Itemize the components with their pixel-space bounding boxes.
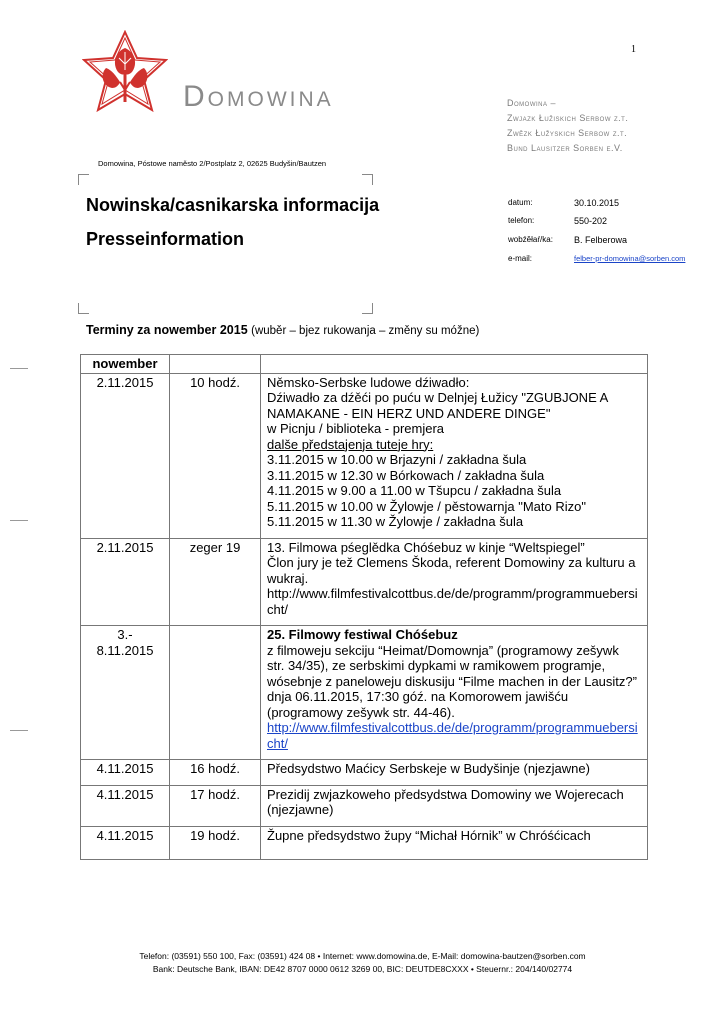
corner-mark [78,174,89,185]
terms-note: (wuběr – bjez rukowanja – změny su móžne) [251,325,480,337]
desc-line: 3.11.2015 w 12.30 w Bórkowach / zakładna šula [267,467,545,483]
association-line: Domowina – [507,98,557,108]
desc-line: z filmoweju sekciju “Heimat/Domownja” (programowy zešywk [267,642,619,658]
desc-line: wósebnje z paneloweju diskusiju “Filme machen in der Lausitz?” [267,673,637,689]
desc-line: 5.11.2015 w 10.00 w Žylowje / pěstowarnja "Mato Rizo" [267,498,586,514]
author-label: wobźěłaŕ/ka: [508,235,553,244]
desc-line: Němsko-Serbske ludowe dźiwadło: [267,374,470,390]
author-value: B. Felberowa [574,235,628,245]
row-time: 16 hodź. [170,760,261,786]
association-block [507,96,628,156]
desc-line: str. 34/35), ze serbskimi dypkami w ramikowem programje, [267,658,606,673]
festival-link[interactable]: http://www.filmfestivalcottbus.de/de/programm/programmuebersi [267,720,638,735]
table-row [81,626,648,760]
datum-label: datum: [508,198,533,207]
terms-heading [86,323,479,337]
row-time: zeger 19 [170,538,261,626]
desc-line-underlined: dalše předstajenja tuteje hry: [267,436,434,452]
desc-line: wukraj. [267,570,309,586]
domowina-logo-icon [82,30,168,116]
association-line: Zwězk Łužyskich Serbow z.t. [507,128,628,138]
desc-line: 5.11.2015 w 11.30 w Žylowje / zakładna šula [267,514,524,529]
desc-line: w Picnju / biblioteka - premjera [267,421,445,436]
terms-title: Terminy za nowember 2015 [86,323,248,337]
table-row [81,760,648,786]
row-description [261,826,648,860]
corner-mark [362,303,373,314]
row-date: 4.11.2015 [81,785,170,826]
date-line: 8.11.2015 [96,642,154,658]
desc-line: Župne předsydstwo župy “Michał Hórnik” w Chróśćicach [267,827,591,843]
date-line: 3.- [117,627,133,642]
row-time [170,626,261,760]
desc-line: 3.11.2015 w 10.00 w Brjazyni / zakładna šula [267,452,527,467]
row-time: 10 hodź. [170,373,261,538]
footer-bank: Bank: Deutsche Bank, IBAN: DE42 8707 0000 0612 3269 00, BIC: DEUTDE8CXXX • Steuernr.: 204/140/02774 [152,964,573,974]
desc-line: Prezidij zwjazkoweho předsydstwa Domowiny we Wojerecach [267,786,624,802]
desc-line: (njezjawne) [267,802,334,817]
row-date: 2.11.2015 [81,373,170,538]
row-description [261,538,648,626]
desc-line: dnja 06.11.2015, 17:30 góź. na Komorowem jawišću [267,689,569,704]
datum-value: 30.10.2015 [574,198,620,208]
table-row [81,785,648,826]
association-line: Bund Lausitzer Sorben e.V. [507,143,623,153]
desc-line: 13. Filmowa pśeglědka Chóśebuz w kinje “Weltspiegel” [267,539,585,555]
row-date: 2.11.2015 [81,538,170,626]
desc-line: Dźiwadło za dźěći po puću w Delnjej Łužicy "ZGUBJONE A [267,390,609,405]
row-description [261,760,648,786]
title-sorbian: Nowinska/casnikarska informacija [86,195,380,215]
desc-line: 4.11.2015 w 9.00 a 11.00 w Tšupcu / zakładna šula [267,483,562,498]
row-date [81,626,170,760]
desc-line: Člon jury je tež Clemens Škoda, referent Domowiny za kulturu a [267,555,636,570]
association-line: Zwjazk Łužiskich Serbow z.t. [507,113,629,123]
telefon-value: 550-202 [574,216,608,226]
table-row [81,373,648,538]
row-description [261,785,648,826]
corner-mark [362,174,373,185]
desc-line: cht/ [267,601,288,617]
title-german: Presseinformation [86,229,245,249]
desc-line: (programowy zešywk str. 44-46). [267,704,455,720]
row-description [261,626,648,760]
fold-mark [10,368,28,369]
row-date: 4.11.2015 [81,760,170,786]
row-description [261,373,648,538]
desc-line: http://www.filmfestivalcottbus.de/de/programm/programmuebersi [267,586,638,601]
fold-mark [10,730,28,731]
desc-line: Předsydstwo Maćicy Serbskeje w Budyšinje (njezjawne) [267,761,590,776]
schedule-table [80,354,648,860]
telefon-label: telefon: [508,216,535,225]
row-date: 4.11.2015 [81,826,170,860]
table-row [81,826,648,860]
sender-address: Domowina, Póstowe naměsto 2/Postplatz 2, 02625 Budyšin/Bautzen [98,159,327,168]
festival-link[interactable]: cht/ [267,735,288,751]
row-time: 19 hodź. [170,826,261,860]
table-header-row [81,355,648,374]
email-link[interactable]: felber-pr-domowina@sorben.com [574,254,686,263]
corner-mark [78,303,89,314]
email-label: e-mail: [508,254,533,263]
brand-name: Domowina [183,80,334,113]
fold-mark [10,520,28,521]
footer-contact: Telefon: (03591) 550 100, Fax: (03591) 424 08 • Internet: www.domowina.de, E-Mail: domowina-bautzen@sorben.com [139,951,586,961]
row-time: 17 hodź. [170,785,261,826]
desc-line: NAMAKANE - EIN HERZ UND ANDERE DINGE" [267,405,551,421]
page-number: 1 [631,44,636,55]
month-header: nowember [92,356,158,371]
desc-line-bold: 25. Filmowy festiwal Chóśebuz [267,627,458,642]
table-row [81,538,648,626]
